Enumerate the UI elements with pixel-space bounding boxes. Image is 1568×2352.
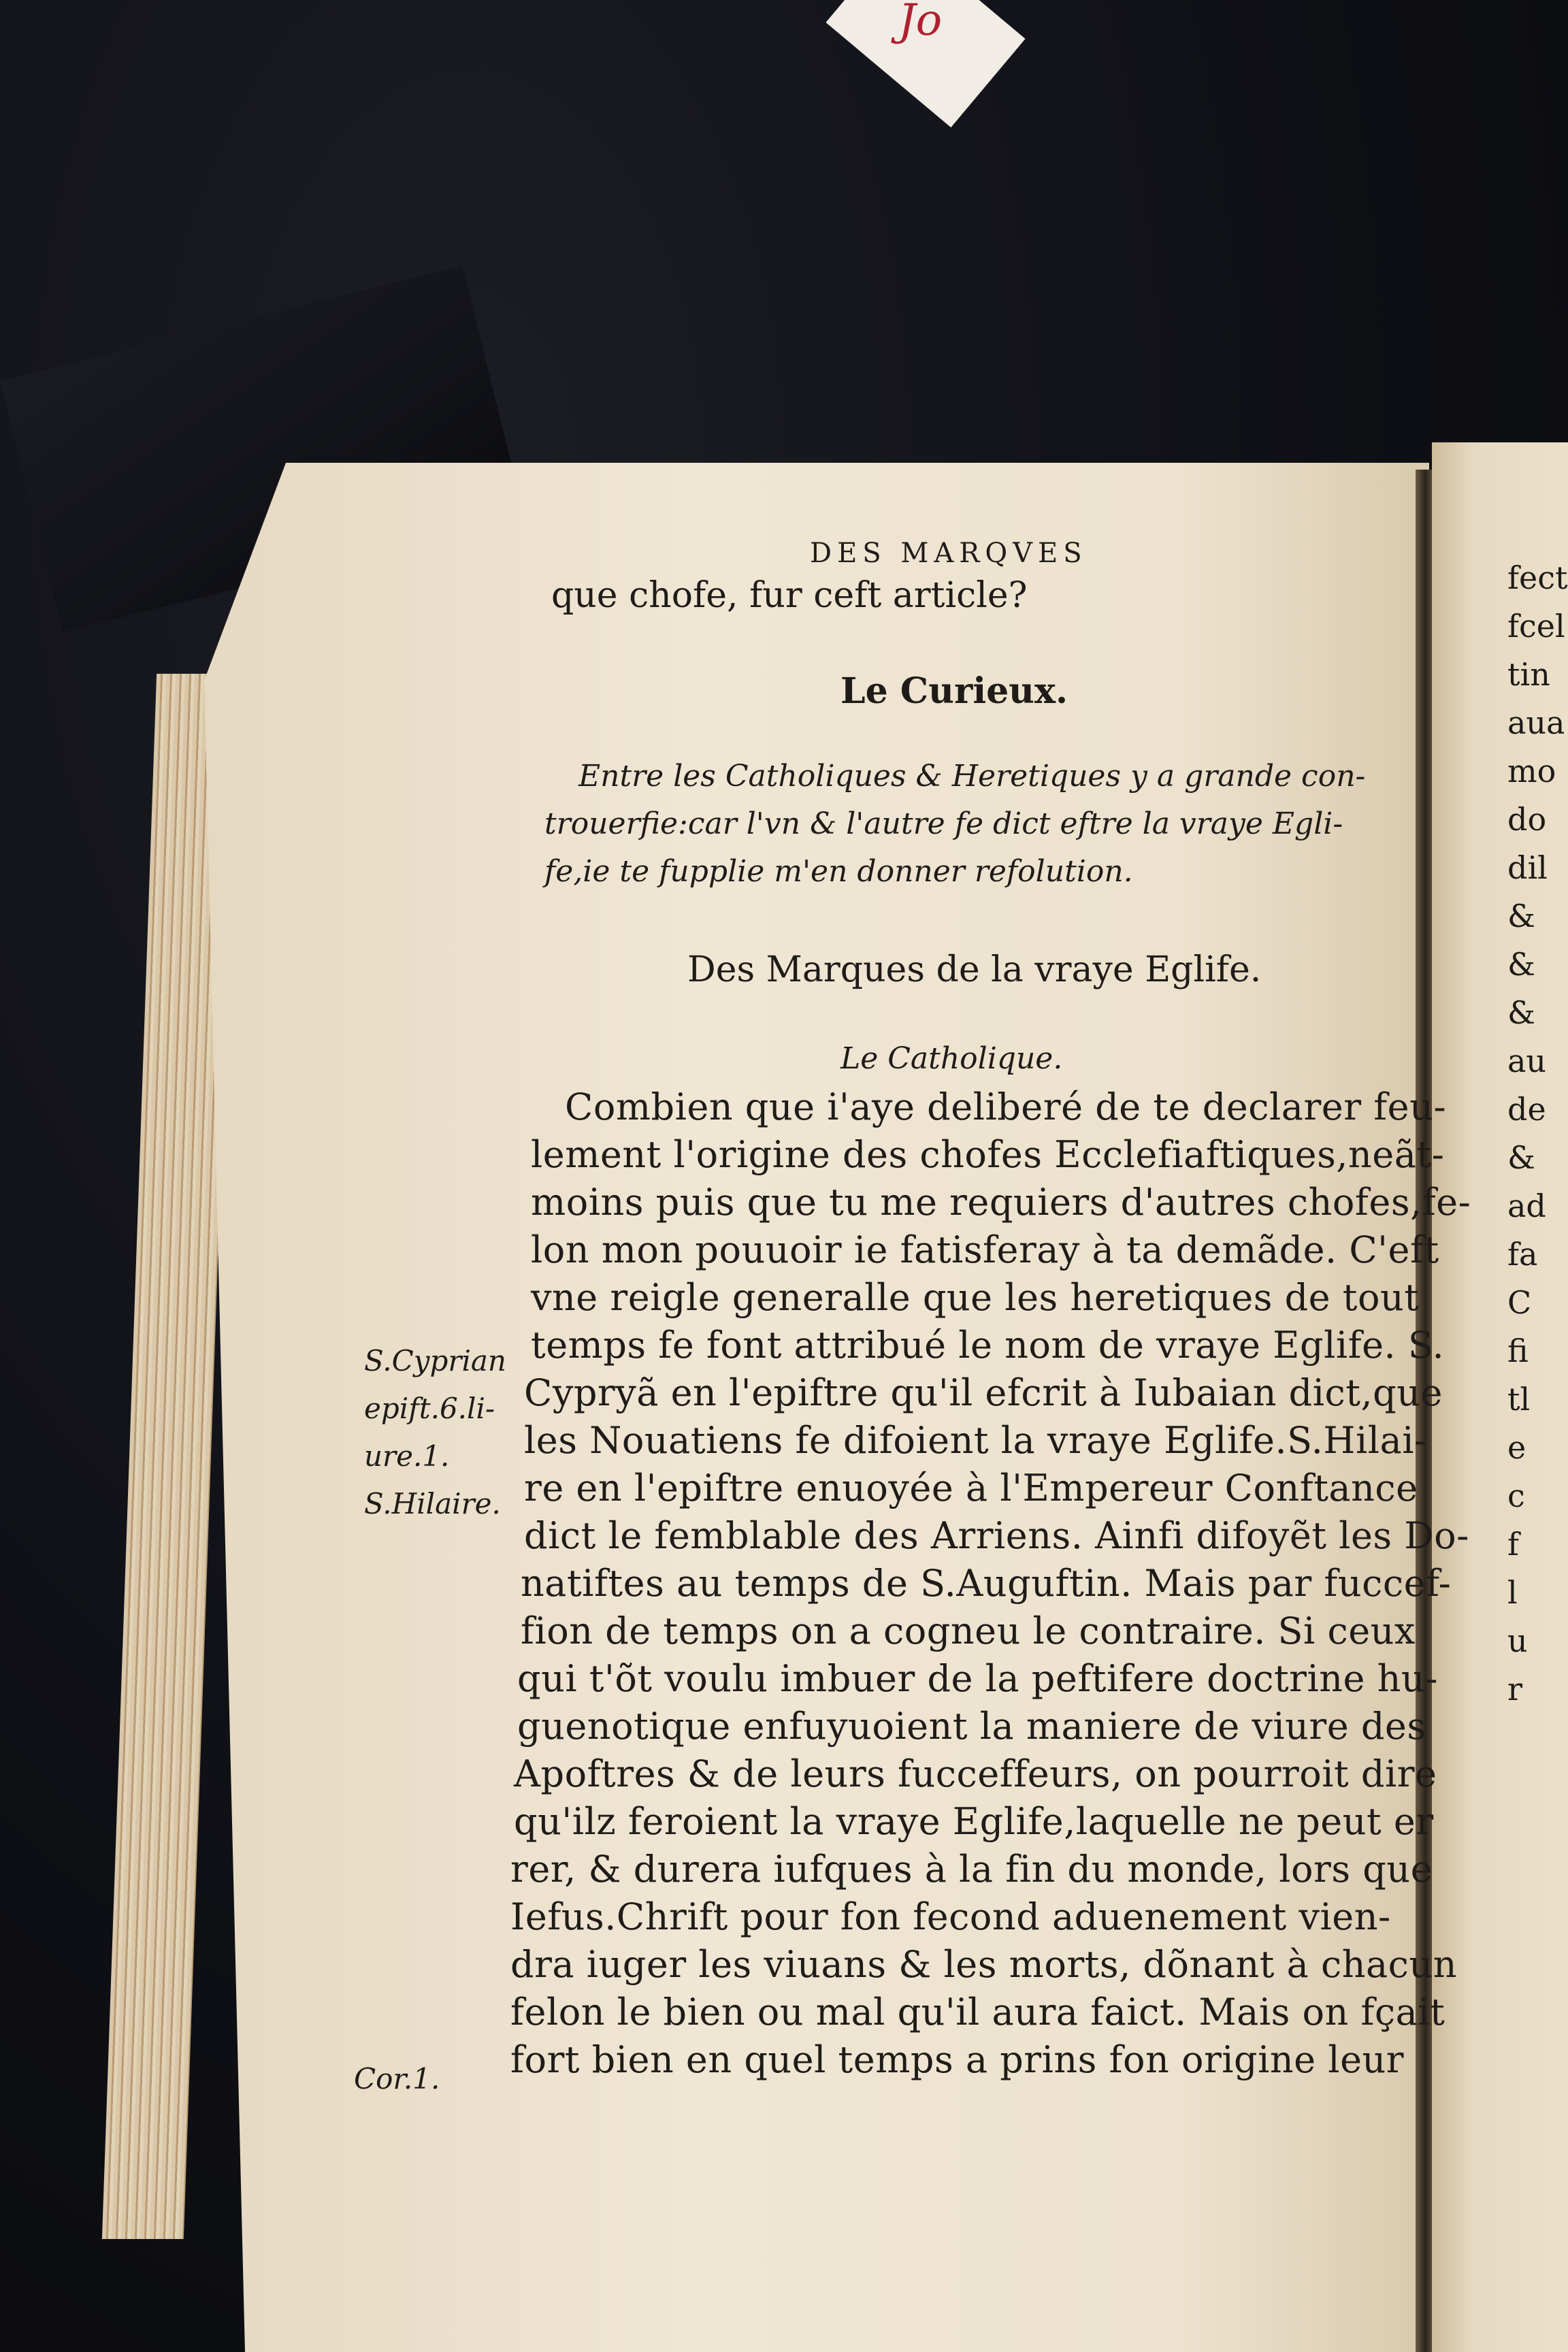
speaker-catholique: Le Catholique. [840, 1041, 1063, 1076]
margin-note: S.Cyprian [364, 1344, 506, 1377]
tag-handwriting: Jo [898, 0, 943, 46]
right-page-fragment: C [1507, 1284, 1532, 1321]
body-line: lon mon pouuoir ie fatisferay à ta demãde. C'eft [531, 1228, 1439, 1271]
right-page-fragment: f [1507, 1526, 1520, 1563]
body-line: qu'ilz feroient la vraye Eglife,laquelle ne peut er [514, 1800, 1434, 1843]
right-page-fragment: & [1507, 994, 1535, 1031]
right-page-fragment: fect [1507, 559, 1568, 596]
body-line: re en l'epiftre enuoyée à l'Empereur Conftance [524, 1467, 1418, 1509]
right-page-fragment: & [1507, 1139, 1535, 1176]
right-page-fragment: l [1507, 1574, 1518, 1611]
right-page-fragment: ad [1507, 1188, 1546, 1224]
body-line: dra iuger les viuans & les morts, dõnant à chacun [510, 1943, 1457, 1986]
body-line: guenotique enfuyuoient la maniere de viure des [517, 1705, 1426, 1748]
body-line: moins puis que tu me requiers d'autres chofes,fe- [531, 1181, 1471, 1224]
right-page-fragment: fi [1507, 1333, 1529, 1369]
right-page-fragment: dil [1507, 849, 1548, 886]
right-page-fragment: u [1507, 1622, 1528, 1659]
right-page-fragment: do [1507, 801, 1547, 838]
running-head: DES MARQVES [810, 538, 1088, 569]
continuation-line: que chofe, fur ceft article? [551, 575, 1028, 616]
right-page-fragment: & [1507, 946, 1535, 983]
body-line: lement l'origine des chofes Ecclefiaftiques,neãt- [531, 1133, 1445, 1176]
right-page-fragment: fa [1507, 1236, 1538, 1273]
margin-note: Cor.1. [354, 2062, 440, 2095]
body-line: Cypryã en l'epiftre qu'il efcrit à Iubaian dict,que [524, 1371, 1443, 1414]
question-line: fe,ie te fupplie m'en donner refolution. [544, 854, 1133, 889]
question-line: Entre les Catholiques & Heretiques y a grande con- [578, 759, 1366, 794]
body-line: felon le bien ou mal qu'il aura faict. Mais on fçait [510, 1991, 1446, 2034]
body-line: qui t'õt voulu imbuer de la peftifere doctrine hu- [517, 1657, 1438, 1700]
body-line: Combien que i'aye deliberé de te declarer feu- [565, 1085, 1447, 1128]
question-line: trouerfie:car l'vn & l'autre fe dict eftre la vraye Egli- [544, 806, 1343, 841]
right-page-fragment: c [1507, 1477, 1525, 1514]
margin-note: ure.1. [364, 1439, 450, 1473]
body-line: Apoftres & de leurs fucceffeurs, on pourroit dire [514, 1752, 1437, 1795]
right-page-fragment: aua [1507, 704, 1565, 741]
body-line: dict le femblable des Arriens. Ainfi difoyẽt les Do- [524, 1514, 1469, 1557]
body-line: natiftes au temps de S.Auguftin. Mais par fuccef- [521, 1562, 1452, 1605]
right-page-fragment: r [1507, 1671, 1522, 1708]
body-line: rer, & durera iufques à la fin du monde, lors que [510, 1848, 1433, 1891]
margin-note: S.Hilaire. [364, 1487, 501, 1520]
speaker-curieux: Le Curieux. [840, 670, 1068, 712]
right-page-fragment: mo [1507, 753, 1556, 789]
right-page-fragment: tin [1507, 656, 1550, 693]
right-page-fragment: tl [1507, 1381, 1531, 1418]
margin-note: epift.6.li- [364, 1392, 495, 1425]
right-page-fragment: au [1507, 1043, 1547, 1079]
body-line: vne reigle generalle que les heretiques de tout [531, 1276, 1420, 1319]
body-line: fion de temps on a cogneu le contraire. Si ceux [521, 1610, 1416, 1652]
body-line: temps fe font attribué le nom de vraye Eglife. S. [531, 1324, 1445, 1367]
right-page-fragment: e [1507, 1429, 1526, 1466]
right-page-fragment: & [1507, 898, 1535, 934]
right-page-fragment: fcel [1507, 608, 1565, 644]
body-line: fort bien en quel temps a prins fon origine leur [510, 2038, 1405, 2081]
body-line: les Nouatiens fe difoient la vraye Eglife.S.Hilai- [524, 1419, 1427, 1462]
body-line: Iefus.Chrift pour fon fecond aduenement vien- [510, 1895, 1391, 1938]
section-title: Des Marques de la vraye Eglife. [687, 949, 1262, 990]
right-page-fragment: de [1507, 1091, 1546, 1128]
